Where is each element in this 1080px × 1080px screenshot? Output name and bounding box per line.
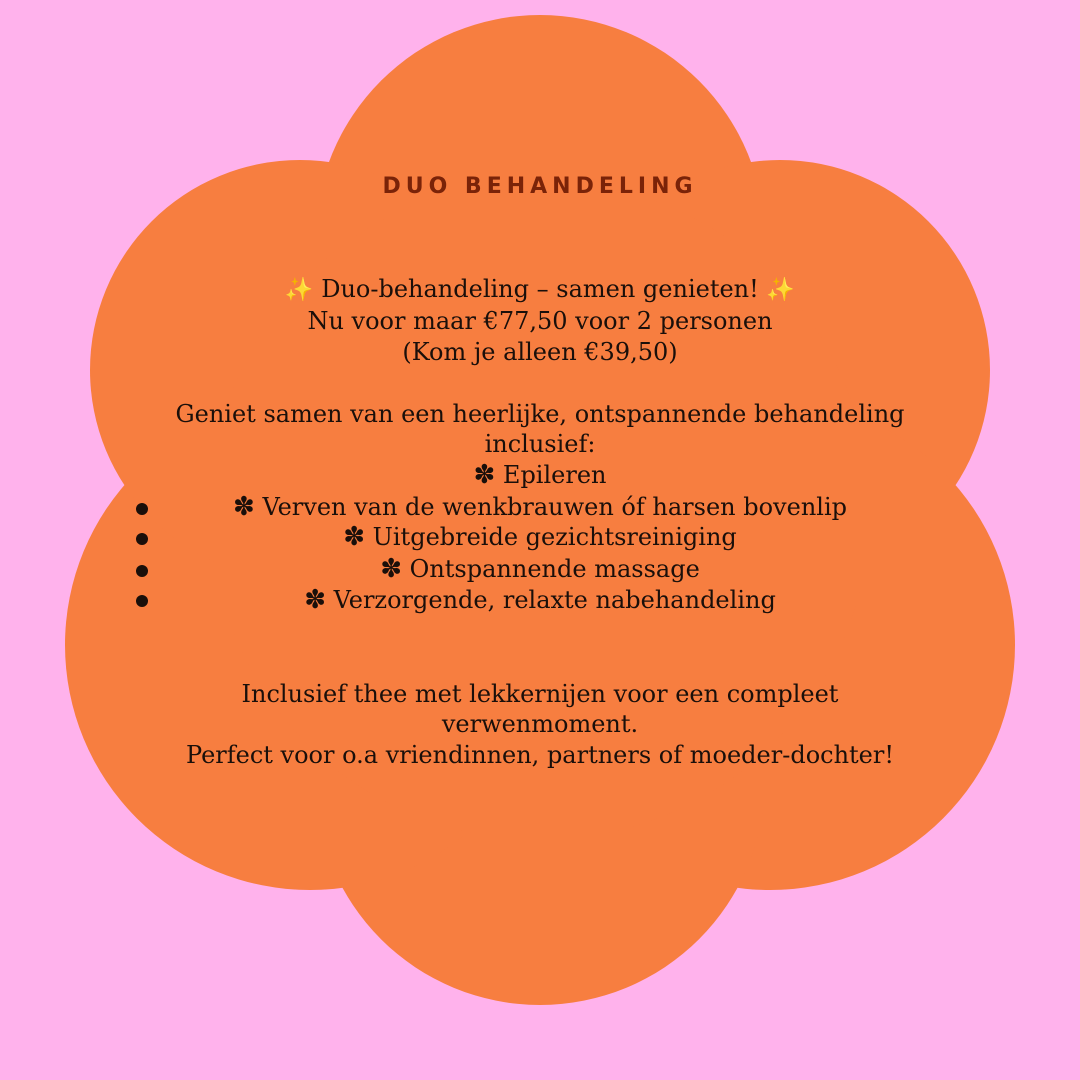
closing-line: Inclusief thee met lekkernijen voor een compleet xyxy=(241,680,839,708)
clover-icon: ✽ xyxy=(304,585,326,615)
list-item xyxy=(0,492,1080,523)
list-item-label: Epileren xyxy=(502,461,607,489)
closing-line: Perfect voor o.a vriendinnen, partners of moeder-dochter! xyxy=(186,741,894,769)
clover-icon: ✽ xyxy=(473,460,496,490)
price-line: Nu voor maar €77,50 voor 2 personen xyxy=(307,307,773,335)
clover-icon: ✽ xyxy=(343,522,366,552)
list-item xyxy=(0,554,1080,585)
list-item xyxy=(0,522,1080,553)
intro-line-inclusief: inclusief: xyxy=(484,430,596,458)
clover-icon: ✽ xyxy=(233,492,255,522)
headline-text: Duo-behandeling – samen genieten! xyxy=(321,275,759,303)
list-item-label: Verven van de wenkbrauwen óf harsen bovenlip xyxy=(262,493,847,521)
closing-line: verwenmoment. xyxy=(441,710,639,738)
list-item-label: Verzorgende, relaxte nabehandeling xyxy=(333,586,776,614)
list-item-label: Ontspannende massage xyxy=(409,555,700,583)
page-title: DUO BEHANDELING xyxy=(382,174,698,199)
intro-line: Geniet samen van een heerlijke, ontspannende behandeling xyxy=(175,400,905,428)
list-item xyxy=(0,585,1080,616)
sparkles-icon: ✨ xyxy=(284,277,314,303)
single-price-line: (Kom je alleen €39,50) xyxy=(402,338,678,366)
list-item xyxy=(0,460,1080,491)
sparkles-icon: ✨ xyxy=(766,277,796,303)
clover-icon: ✽ xyxy=(380,554,403,584)
headline xyxy=(0,274,1080,306)
list-item-label: Uitgebreide gezichtsreiniging xyxy=(372,523,737,551)
